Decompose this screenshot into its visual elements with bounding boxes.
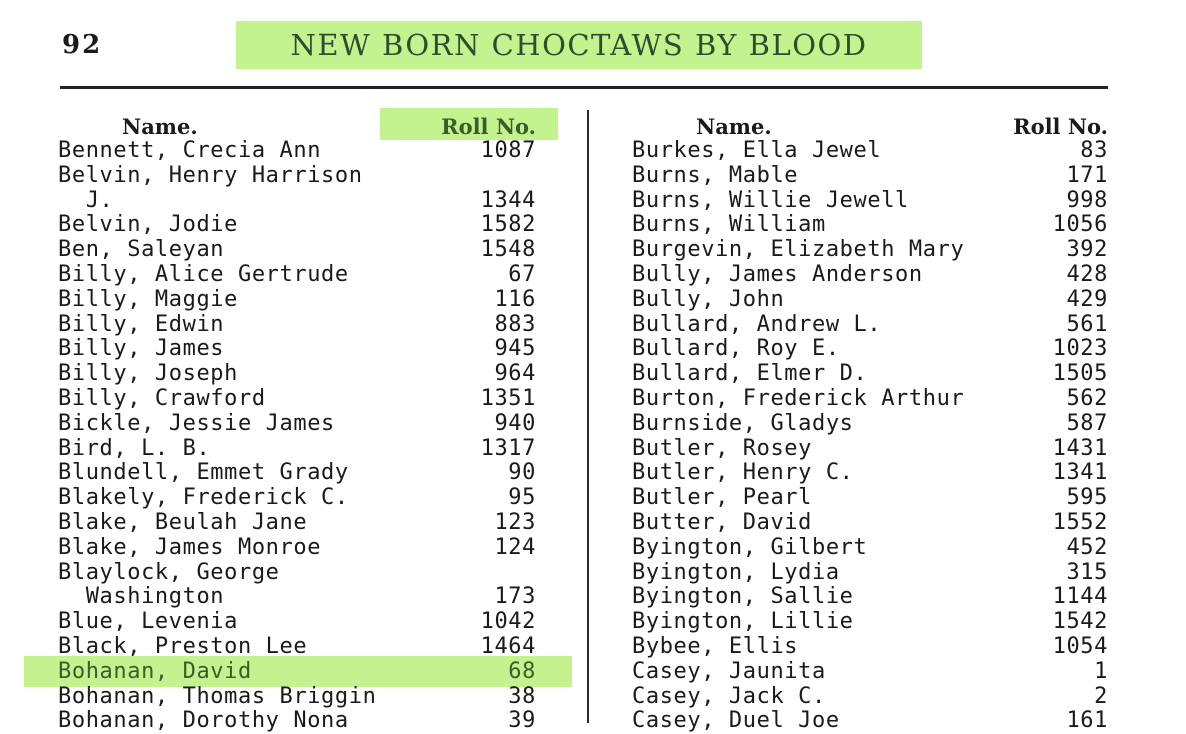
entry-name: Ben, Saleyan (58, 237, 225, 263)
table-row (632, 288, 1108, 313)
table-row (632, 387, 1108, 412)
entry-roll-number: 124 (494, 534, 536, 560)
entry-roll-number: 67 (508, 261, 536, 287)
entry-name: Bohanan, David (58, 658, 252, 684)
table-row (58, 437, 536, 462)
entry-roll-number: 171 (1066, 162, 1108, 188)
right-column-header (632, 115, 1108, 139)
entry-roll-number: 562 (1066, 385, 1108, 411)
table-row (58, 709, 536, 734)
table-row (58, 536, 536, 561)
table-row (632, 536, 1108, 561)
entry-roll-number: 2 (1094, 683, 1108, 709)
entry-name: Blake, James Monroe (58, 534, 322, 560)
table-row (58, 313, 536, 338)
table-row (632, 511, 1108, 536)
table-row (632, 610, 1108, 635)
entry-name: Burns, Mable (632, 162, 799, 188)
entry-name: Casey, Jack C. (632, 683, 826, 709)
entry-roll-number: 95 (508, 485, 536, 511)
entry-roll-number: 428 (1066, 261, 1108, 287)
table-row (58, 412, 536, 437)
entry-name: Butler, Pearl (632, 485, 812, 511)
entry-roll-number: 39 (508, 708, 536, 734)
table-row (632, 263, 1108, 288)
table-row (58, 461, 536, 486)
table-row (632, 685, 1108, 710)
table-row (632, 213, 1108, 238)
table-row (58, 263, 536, 288)
entry-name: Billy, Edwin (58, 311, 225, 337)
page-number: 92 (62, 30, 103, 60)
entry-roll-number: 1056 (1052, 212, 1108, 238)
entry-name: Billy, Alice Gertrude (58, 261, 349, 287)
entry-roll-number: 595 (1066, 485, 1108, 511)
entry-roll-number: 1023 (1052, 336, 1108, 362)
entry-roll-number: 1431 (1052, 435, 1108, 461)
entry-name: Byington, Sallie (632, 584, 854, 610)
table-row (632, 313, 1108, 338)
entry-name: Casey, Jaunita (632, 658, 826, 684)
table-row (632, 412, 1108, 437)
entry-name: Blue, Levenia (58, 609, 238, 635)
table-row (58, 387, 536, 412)
table-row (632, 437, 1108, 462)
entry-roll-number: 123 (494, 509, 536, 535)
roll-no-header: Roll No. (441, 114, 536, 139)
entry-name: Blundell, Emmet Grady (58, 460, 349, 486)
entry-roll-number: 1582 (480, 212, 536, 238)
entry-name: Bullard, Andrew L. (632, 311, 882, 337)
entry-roll-number: 1552 (1052, 509, 1108, 535)
entry-roll-number: 68 (508, 658, 536, 684)
entry-roll-number: 392 (1066, 237, 1108, 263)
entry-roll-number: 90 (508, 460, 536, 486)
table-row (58, 561, 536, 586)
header-rule (60, 86, 1108, 89)
entry-roll-number: 1341 (1052, 460, 1108, 486)
left-column-header (58, 115, 536, 139)
entry-roll-number: 1542 (1052, 609, 1108, 635)
right-column (632, 115, 1108, 734)
entry-roll-number: 116 (494, 286, 536, 312)
entry-roll-number: 1351 (480, 385, 536, 411)
entry-name: Blake, Beulah Jane (58, 509, 308, 535)
entry-name: Billy, James (58, 336, 225, 362)
table-row (58, 164, 536, 189)
entry-name: Byington, Lillie (632, 609, 854, 635)
table-row (632, 337, 1108, 362)
left-entry-list (58, 139, 536, 734)
table-row (632, 635, 1108, 660)
entry-name: Billy, Crawford (58, 385, 266, 411)
entry-roll-number: 1344 (480, 187, 536, 213)
entry-name: Bennett, Crecia Ann (58, 138, 322, 163)
table-row (632, 585, 1108, 610)
name-header: Name. (696, 114, 772, 139)
entry-name: Butter, David (632, 509, 812, 535)
entry-name: J. (58, 187, 114, 213)
entry-name: Belvin, Henry Harrison (58, 162, 363, 188)
name-header: Name. (122, 114, 198, 139)
entry-name: Billy, Maggie (58, 286, 238, 312)
entry-roll-number: 1548 (480, 237, 536, 263)
table-row (58, 238, 536, 263)
entry-roll-number: 883 (494, 311, 536, 337)
entry-roll-number: 998 (1066, 187, 1108, 213)
entry-roll-number: 1087 (480, 138, 536, 163)
entry-name: Bickle, Jessie James (58, 410, 335, 436)
entry-name: Byington, Gilbert (632, 534, 868, 560)
entry-name: Bullard, Elmer D. (632, 361, 868, 387)
entry-roll-number: 1505 (1052, 361, 1108, 387)
entry-roll-number: 964 (494, 361, 536, 387)
entry-roll-number: 173 (494, 584, 536, 610)
entry-roll-number: 1042 (480, 609, 536, 635)
table-row (58, 585, 536, 610)
entry-roll-number: 587 (1066, 410, 1108, 436)
table-row (632, 362, 1108, 387)
entry-roll-number: 940 (494, 410, 536, 436)
entry-name: Bybee, Ellis (632, 633, 799, 659)
entry-roll-number: 161 (1066, 708, 1108, 734)
entry-name: Blakely, Frederick C. (58, 485, 349, 511)
table-row (58, 139, 536, 164)
table-row (58, 610, 536, 635)
entry-roll-number: 1 (1094, 658, 1108, 684)
entry-name: Butler, Henry C. (632, 460, 854, 486)
entry-roll-number: 83 (1080, 138, 1108, 163)
entry-name: Bullard, Roy E. (632, 336, 840, 362)
entry-roll-number: 945 (494, 336, 536, 362)
table-row (632, 461, 1108, 486)
entry-name: Burgevin, Elizabeth Mary (632, 237, 965, 263)
entry-name: Blaylock, George (58, 559, 280, 585)
table-row (632, 139, 1108, 164)
entry-name: Burns, William (632, 212, 826, 238)
entry-name: Burkes, Ella Jewel (632, 138, 882, 163)
right-entry-list (632, 139, 1108, 734)
table-row (58, 337, 536, 362)
entry-name: Bird, L. B. (58, 435, 211, 461)
table-row (58, 685, 536, 710)
entry-name: Byington, Lydia (632, 559, 840, 585)
table-row (632, 561, 1108, 586)
entry-roll-number: 1317 (480, 435, 536, 461)
entry-roll-number: 452 (1066, 534, 1108, 560)
entry-name: Bohanan, Thomas Briggin (58, 683, 377, 709)
entry-name: Burns, Willie Jewell (632, 187, 909, 213)
table-row (632, 164, 1108, 189)
entry-name: Belvin, Jodie (58, 212, 238, 238)
table-row (632, 709, 1108, 734)
table-row (58, 213, 536, 238)
entry-name: Burnside, Gladys (632, 410, 854, 436)
entry-name: Billy, Joseph (58, 361, 238, 387)
left-column (58, 115, 536, 734)
entry-roll-number: 315 (1066, 559, 1108, 585)
table-row (632, 486, 1108, 511)
entry-name: Bully, John (632, 286, 785, 312)
entry-name: Washington (58, 584, 225, 610)
table-row (58, 511, 536, 536)
table-row (58, 660, 536, 685)
entry-roll-number: 1054 (1052, 633, 1108, 659)
entry-roll-number: 1144 (1052, 584, 1108, 610)
table-row (632, 660, 1108, 685)
entry-name: Casey, Duel Joe (632, 708, 840, 734)
entry-roll-number: 38 (508, 683, 536, 709)
table-row (58, 189, 536, 214)
roll-no-header: Roll No. (1013, 114, 1108, 139)
entry-name: Bohanan, Dorothy Nona (58, 708, 349, 734)
entry-roll-number: 561 (1066, 311, 1108, 337)
entry-name: Butler, Rosey (632, 435, 812, 461)
page-title: NEW BORN CHOCTAWS BY BLOOD (290, 28, 868, 62)
entry-name: Black, Preston Lee (58, 633, 308, 659)
table-row (632, 189, 1108, 214)
column-divider (587, 110, 589, 723)
table-row (58, 486, 536, 511)
entry-roll-number: 429 (1066, 286, 1108, 312)
entry-name: Burton, Frederick Arthur (632, 385, 965, 411)
table-row (632, 238, 1108, 263)
entry-name: Bully, James Anderson (632, 261, 923, 287)
table-row (58, 362, 536, 387)
table-row (58, 288, 536, 313)
entry-roll-number: 1464 (480, 633, 536, 659)
table-row (58, 635, 536, 660)
